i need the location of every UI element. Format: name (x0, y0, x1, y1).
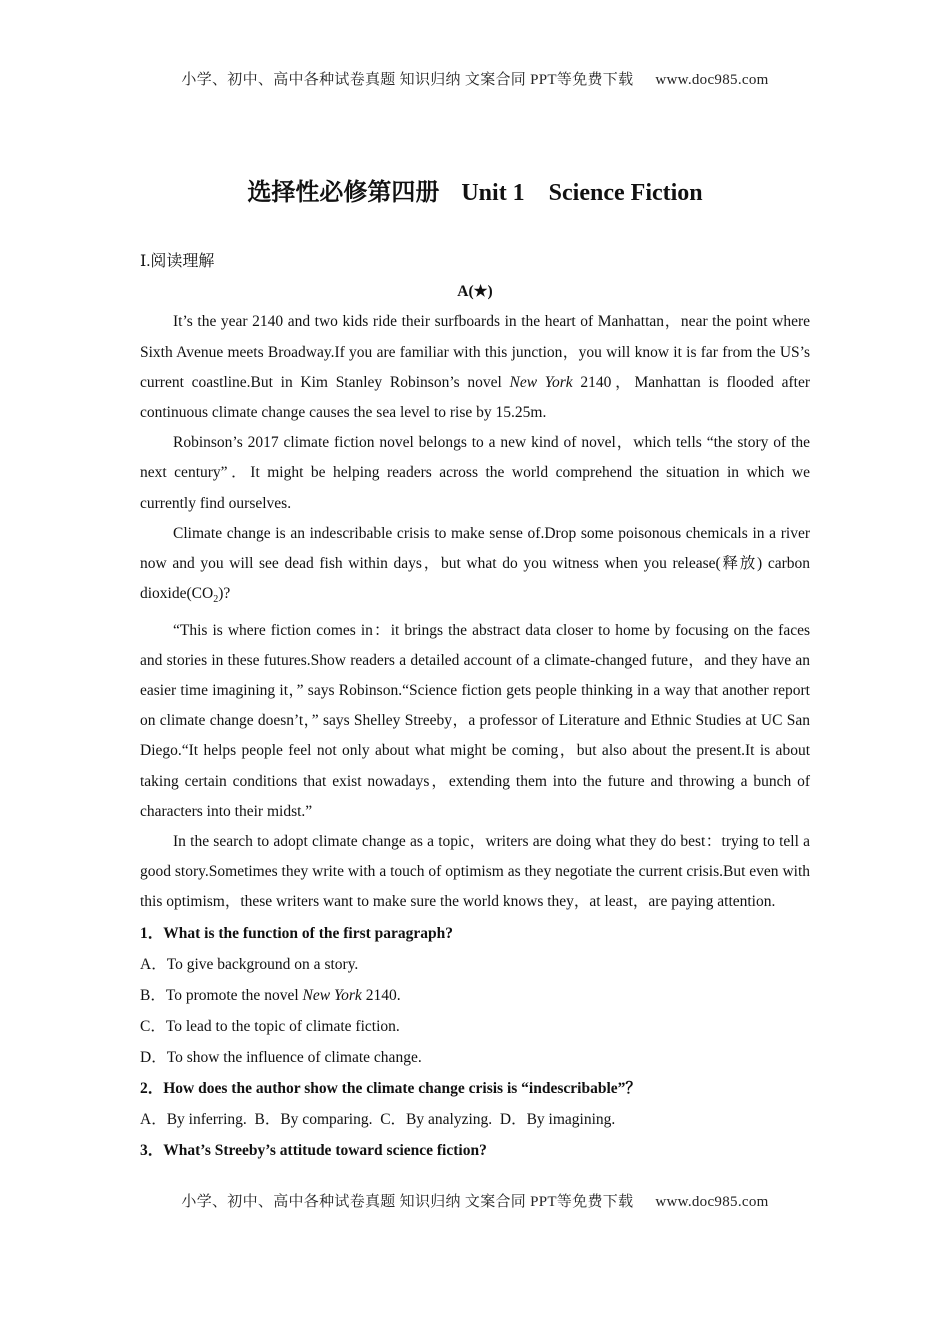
subscript-2: 2 (213, 594, 219, 606)
page-header (0, 68, 950, 89)
question-1: 1．What is the function of the first paragraph? (140, 924, 454, 942)
book-title: New York (509, 373, 573, 391)
q1-option-d: D．To show the influence of climate change. (140, 1048, 422, 1066)
paragraph-5: In the search to adopt climate change as a topic，writers are doing what they do best：trying to tell a good story.Sometimes they write with a touch of optimism as they negotiate the current crisis.But even with this optimism，these writers want to make sure the world knows they，at least，are paying attention. (140, 832, 810, 911)
page-title (0, 172, 950, 207)
page-footer (0, 1190, 950, 1211)
paragraph-1: It’s the year 2140 and two kids ride their surfboards in the heart of Manhattan，near the point where Sixth Avenue meets Broadway.If you are familiar with this junction，you will know it is far from the US’s current coastline.But in Kim Stanley Robinson’s novel New York 2140，Manhattan is flooded after continuous climate change causes the sea level to rise by 15.25m. (140, 313, 810, 422)
section-heading: Ⅰ.阅读理解 (140, 253, 215, 270)
paragraph-4: “This is where fiction comes in：it brings the abstract data closer to home by focusing on the faces and stories in these futures.Show readers a detailed account of a climate-changed future，and they have an easier time imagining it，” says Robinson.“Science fiction gets people thinking in a way that another report on climate change doesn’t，” says Shelley Streeby，a professor of Literature and Ethnic Studies at UC San Diego.“It helps people feel not only about what might be coming，but also about the present.It is about taking certain conditions that exist nowadays，extending them into the future and throwing a bunch of characters into their midst.” (140, 621, 810, 820)
header-site: www.doc985.com (655, 72, 769, 88)
paragraph-2: Robinson’s 2017 climate fiction novel belongs to a new kind of novel，which tells “the story of the next century”．It might be helping readers across the world comprehend the situation in which we currently find ourselves. (140, 434, 810, 512)
q2-options: A．By inferring. B．By comparing. C．By analyzing. D．By imagining. (140, 1110, 616, 1128)
passage-label: A(★) (457, 283, 493, 301)
q1-option-b: B．To promote the novel New York 2140. (140, 986, 401, 1004)
title-en: Unit 1 Science Fiction (461, 180, 703, 206)
footer-text: 小学、初中、高中各种试卷真题 知识归纳 文案合同 PPT等免费下载 (181, 1194, 634, 1210)
footer-site: www.doc985.com (655, 1194, 769, 1210)
question-3: 3．What’s Streeby’s attitude toward science fiction? (140, 1141, 487, 1159)
header-text: 小学、初中、高中各种试卷真题 知识归纳 文案合同 PPT等免费下载 (181, 72, 634, 88)
q1-option-a: A．To give background on a story. (140, 955, 359, 973)
paragraph-3: Climate change is an indescribable crisis to make sense of.Drop some poisonous chemicals in a river now and you will see dead fish within days，but what do you witness when you release(释放) carbon $dioxide(CO_2)$? (140, 524, 810, 606)
title-cn: 选择性必修第四册 (247, 180, 440, 206)
q1-option-c: C．To lead to the topic of climate fiction. (140, 1017, 400, 1035)
document-body (140, 247, 810, 1166)
question-2: 2．How does the author show the climate change crisis is “indescribable”？ (140, 1079, 641, 1097)
